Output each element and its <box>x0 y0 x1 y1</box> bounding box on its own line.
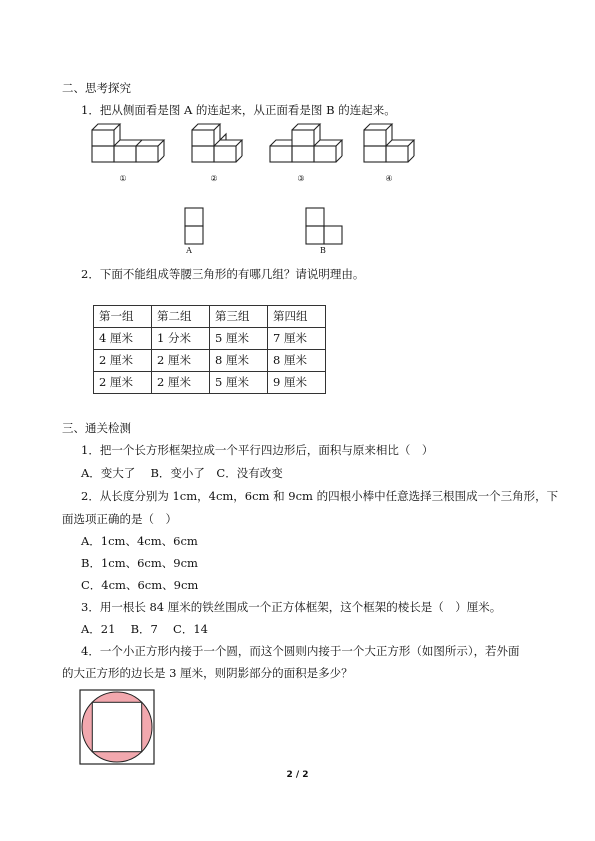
cube-figure-3 <box>270 124 342 162</box>
table-row <box>94 350 326 372</box>
question-2-2: 2．下面不能组成等腰三角形的有哪几组？请说明理由。 <box>81 267 365 281</box>
question-3-2-option-b: B．1cm、6cm、9cm <box>81 556 198 570</box>
view-b <box>306 208 342 244</box>
figure-label-2: ② <box>210 174 218 183</box>
table-header: 第一组 <box>94 306 152 328</box>
view-label-b: B <box>320 246 326 255</box>
section-3-heading: 三、通关检测 <box>62 421 131 435</box>
table-header: 第三组 <box>210 306 268 328</box>
table-header: 第二组 <box>152 306 210 328</box>
view-figures <box>180 205 360 247</box>
inner-square <box>92 702 141 751</box>
table-row <box>94 372 326 394</box>
table-cell: 4 厘米 <box>94 328 152 350</box>
figure-label-1: ① <box>119 174 127 183</box>
cube-figures <box>88 120 418 168</box>
table-cell: 8 厘米 <box>210 350 268 372</box>
table-cell: 2 厘米 <box>152 372 210 394</box>
table-cell: 7 厘米 <box>268 328 326 350</box>
question-3-4-line-1: 4．一个小正方形内接于一个圆，而这个圆则内接于一个大正方形（如图所示），若外面 <box>81 644 520 658</box>
table-cell: 1 分米 <box>152 328 210 350</box>
section-2-heading: 二、思考探究 <box>62 81 131 95</box>
table-cell: 5 厘米 <box>210 372 268 394</box>
question-3-1-options: A．变大了 B．变小了 C．没有改变 <box>81 466 283 480</box>
table-cell: 8 厘米 <box>268 350 326 372</box>
cube-figure-4 <box>364 124 414 162</box>
table-row <box>94 328 326 350</box>
question-2-1: 1．把从侧面看是图 A 的连起来，从正面看是图 B 的连起来。 <box>81 103 396 117</box>
view-label-a: A <box>186 246 192 255</box>
inscribed-shapes-figure <box>78 688 168 766</box>
question-3-2-option-a: A．1cm、4cm、6cm <box>81 534 198 548</box>
page-number: 2 / 2 <box>286 770 309 780</box>
table-header: 第四组 <box>268 306 326 328</box>
cube-figure-2 <box>192 124 242 162</box>
question-3-3-options: A．21 B．7 C．14 <box>81 622 208 636</box>
question-3-2-option-c: C．4cm、6cm、9cm <box>81 578 199 592</box>
cube-figure-1 <box>92 124 164 162</box>
table-cell: 2 厘米 <box>94 350 152 372</box>
view-a <box>185 208 203 244</box>
figure-label-3: ③ <box>297 174 305 183</box>
figure-label-4: ④ <box>385 174 393 183</box>
question-3-2-line-2: 面选项正确的是（ ） <box>62 512 177 526</box>
table-cell: 9 厘米 <box>268 372 326 394</box>
question-3-3: 3．用一根长 84 厘米的铁丝围成一个正方体框架，这个框架的棱长是（ ）厘米。 <box>81 600 502 614</box>
table-cell: 2 厘米 <box>94 372 152 394</box>
table-cell: 5 厘米 <box>210 328 268 350</box>
question-3-1: 1．把一个长方形框架拉成一个平行四边形后，面积与原来相比（ ） <box>81 443 434 457</box>
question-3-4-line-2: 的大正方形的边长是 3 厘米，则阴影部分的面积是多少？ <box>62 666 353 680</box>
side-length-table <box>93 305 326 394</box>
question-3-2-line-1: 2．从长度分别为 1cm，4cm，6cm 和 9cm 的四根小棒中任意选择三根围成一个三角形，下 <box>81 489 559 503</box>
table-header-row <box>94 306 326 328</box>
table-cell: 2 厘米 <box>152 350 210 372</box>
